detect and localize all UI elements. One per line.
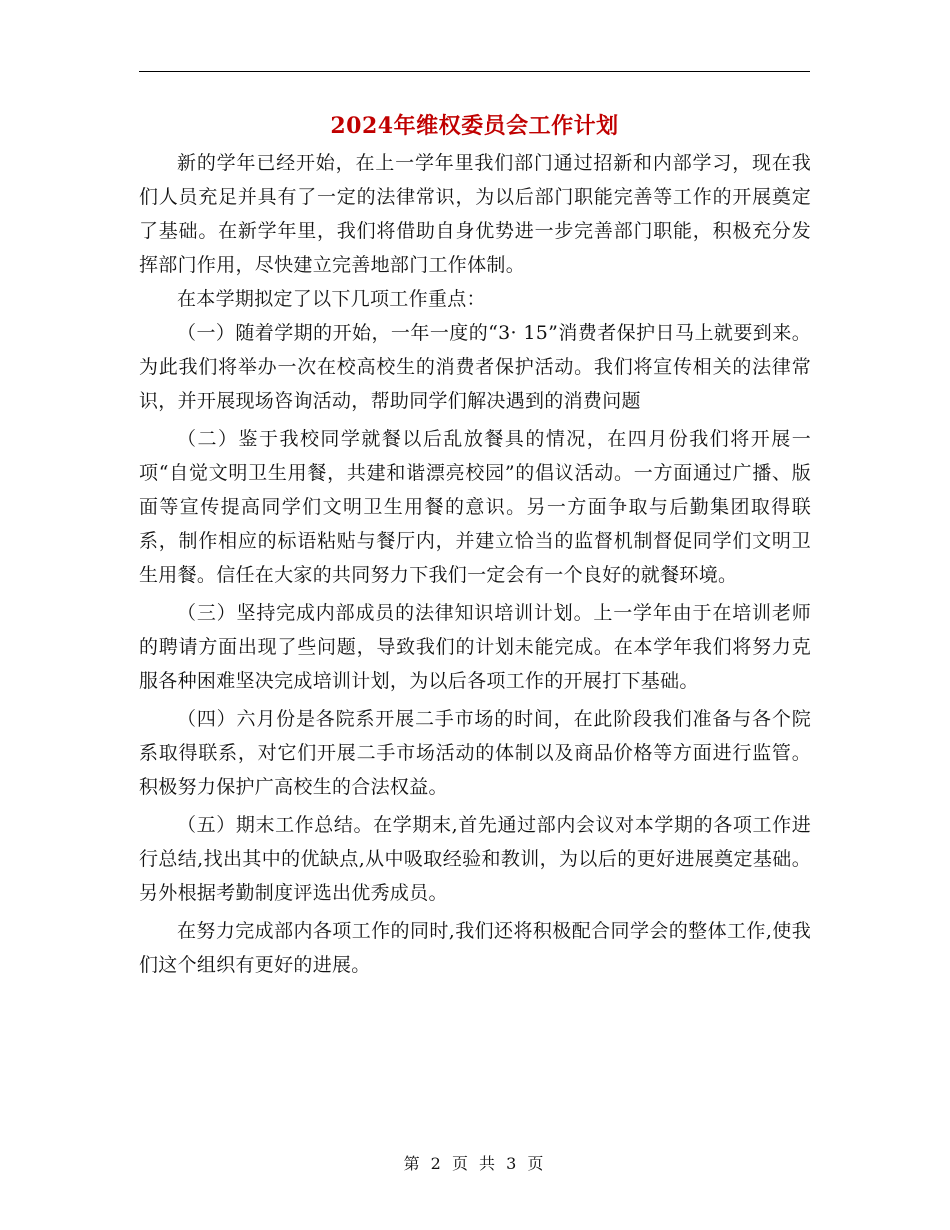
paragraph-item-3: （三）坚持完成内部成员的法律知识培训计划。上一学年由于在培训老师的聘请方面出现了些问题，导致我们的计划未能完成。在本学年我们将努力克服各种困难坚决完成培训计划，为以后各项工作的开展打下基础。 bbox=[139, 602, 811, 692]
paragraph-closing: 在努力完成部内各项工作的同时,我们还将积极配合同学会的整体工作,使我们这个组织有更好的进展。 bbox=[139, 920, 811, 976]
paragraph-item-5: （五）期末工作总结。在学期末,首先通过部内会议对本学期的各项工作进行总结,找出其中的优缺点,从中吸取经验和教训，为以后的更好进展奠定基础。另外根据考勤制度评选出优秀成员。 bbox=[139, 814, 811, 904]
document-body bbox=[139, 146, 811, 982]
paragraph-item-4: （四）六月份是各院系开展二手市场的时间，在此阶段我们准备与各个院系取得联系，对它们开展二手市场活动的体制以及商品价格等方面进行监管。积极努力保护广高校生的合法权益。 bbox=[139, 708, 811, 798]
header-rule bbox=[139, 71, 810, 72]
paragraph-item-2: （二）鉴于我校同学就餐以后乱放餐具的情况，在四月份我们将开展一项“自觉文明卫生用餐，共建和谐漂亮校园”的倡议活动。一方面通过广播、版面等宣传提高同学们文明卫生用餐的意识。另一方面争取与后勤集团取得联系，制作相应的标语粘贴与餐厅内，并建立恰当的监督机制督促同学们文明卫生用餐。信任在大家的共同努力下我们一定会有一个良好的就餐环境。 bbox=[139, 428, 811, 586]
paragraph-focus-heading: 在本学期拟定了以下几项工作重点： bbox=[177, 288, 486, 310]
page-number-footer: 第 2 页 共 3 页 bbox=[403, 1154, 547, 1173]
document-title: 2024年维权委员会工作计划 bbox=[330, 113, 619, 139]
paragraph-intro: 新的学年已经开始，在上一学年里我们部门通过招新和内部学习，现在我们人员充足并具有了一定的法律常识，为以后部门职能完善等工作的开展奠定了基础。在新学年里，我们将借助自身优势进一步完善部门职能，积极充分发挥部门作用，尽快建立完善地部门工作体制。 bbox=[139, 152, 811, 276]
paragraph-item-1: （一）随着学期的开始，一年一度的“3· 15”消费者保护日马上就要到来。为此我们将举办一次在校高校生的消费者保护活动。我们将宣传相关的法律常识，并开展现场咨询活动，帮助同学们解决遇到的消费问题 bbox=[139, 322, 811, 412]
